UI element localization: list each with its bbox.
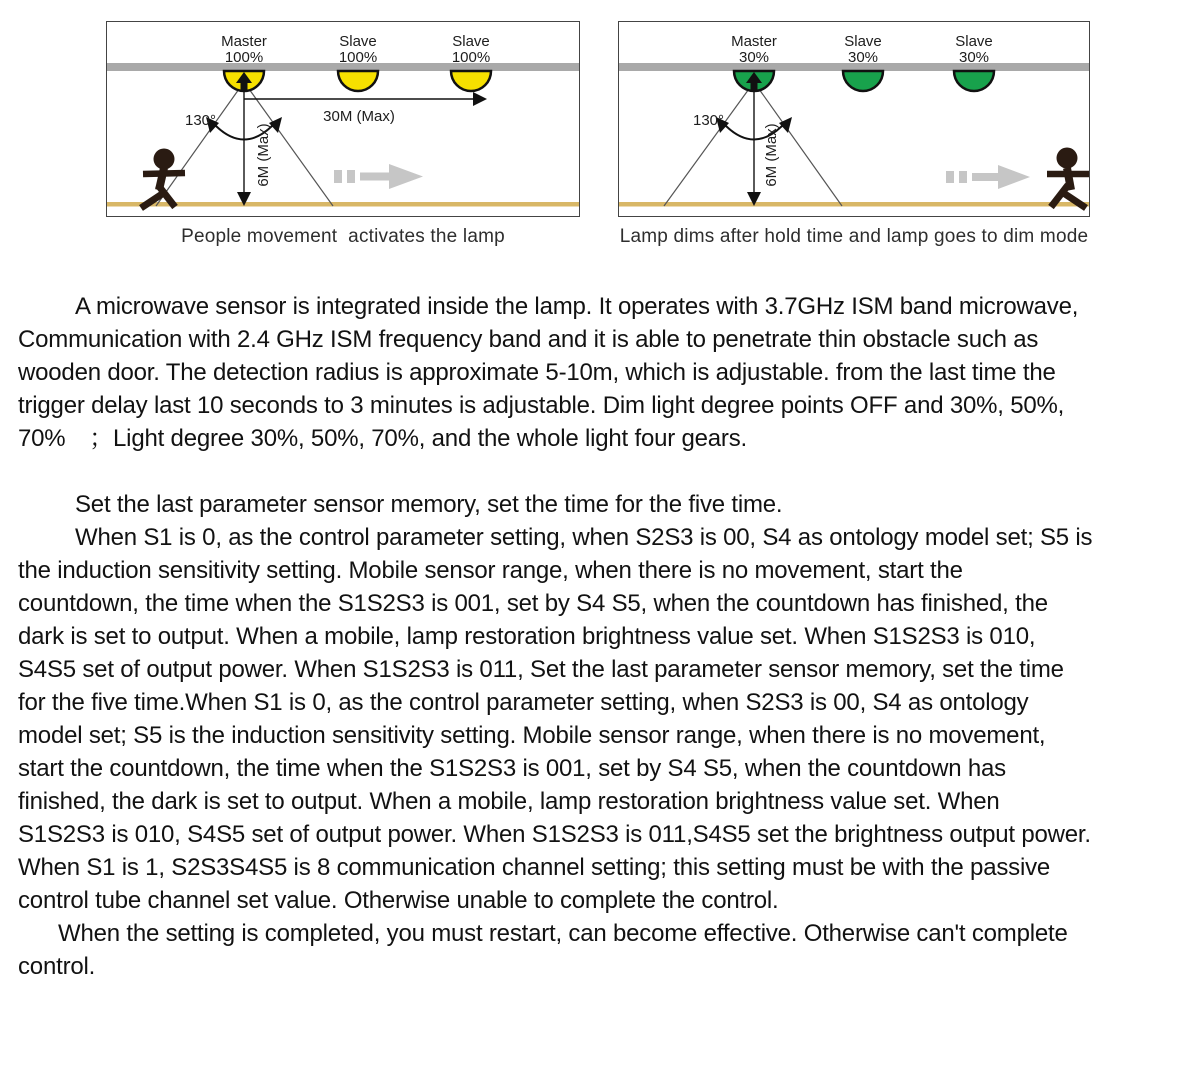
angle-label: 130° (185, 112, 217, 129)
body-line: trigger delay last 10 seconds to 3 minutes is adjustable. Dim light degree points OFF and 30%, 50%, (18, 392, 1065, 419)
paragraph-2 (18, 488, 1196, 521)
slave1-label: Slave (339, 33, 377, 50)
up-arrow-stem (751, 82, 758, 90)
body-line: control tube channel set value. Otherwise unable to complete the control. (18, 887, 779, 914)
cone-line-left (664, 82, 754, 206)
distance-label: 30M (Max) (323, 108, 395, 125)
body-line: Communication with 2.4 GHz ISM frequency band and it is able to penetrate thin obstacle such as (18, 326, 1039, 353)
height-label: 6M (Max) (763, 123, 780, 187)
slave2-label: Slave (955, 33, 993, 50)
slave2-level: 100% (451, 49, 491, 66)
figure-right-caption: Lamp dims after hold time and lamp goes to dim mode (619, 226, 1089, 247)
slave1-label: Slave (844, 33, 882, 50)
body-line: When S1 is 1, S2S3S4S5 is 8 communication channel setting; this setting must be with the passive (18, 854, 1051, 881)
figure-dim-mode-drawing (619, 22, 1089, 216)
movement-arrow-icon (334, 164, 423, 189)
body-line: wooden door. The detection radius is approximate 5-10m, which is adjustable. from the last time the (18, 359, 1056, 386)
paragraph-1 (18, 290, 1196, 455)
paragraph-3 (18, 521, 1196, 917)
body-line: countdown, the time when the S1S2S3 is 001, set by S4 S5, when the countdown has finished, the (18, 590, 1048, 617)
master-label: Master (221, 33, 267, 50)
slave-lamp-icon (451, 71, 491, 91)
movement-arrow-icon (946, 165, 1030, 189)
body-line: dark is set to output. When a mobile, lamp restoration brightness value set. When S1S2S3 is 010, (18, 623, 1036, 650)
master-level: 100% (224, 49, 264, 66)
body-line: When the setting is completed, you must restart, can become effective. Otherwise can't complete (58, 920, 1068, 947)
figure-people-activate (106, 21, 580, 217)
body-line: the induction sensitivity setting. Mobile sensor range, when there is no movement, start the (18, 557, 963, 584)
body-line: 70% ；Light degree 30%, 50%, 70%, and the whole light four gears. (18, 425, 747, 452)
angle-label: 130° (693, 112, 725, 129)
master-label: Master (731, 33, 777, 50)
figure-dim-mode (618, 21, 1090, 217)
figure-people-activate-drawing (107, 22, 579, 216)
body-line: When S1 is 0, as the control parameter setting, when S2S3 is 00, S4 as ontology model set; S5 is (75, 524, 1093, 551)
slave2-label: Slave (452, 33, 490, 50)
paragraph-4 (18, 917, 1196, 983)
body-line: A microwave sensor is integrated inside the lamp. It operates with 3.7GHz ISM band microwave, (75, 293, 1079, 320)
body-line: finished, the dark is set to output. When a mobile, lamp restoration brightness value set. When (18, 788, 1000, 815)
figure-left-caption: People movement activates the lamp (181, 226, 505, 247)
body-line: Set the last parameter sensor memory, set the time for the five time. (75, 491, 783, 518)
person-icon (141, 149, 185, 209)
slave-lamp-icon (338, 71, 378, 91)
body-line: for the five time.When S1 is 0, as the control parameter setting, when S2S3 is 00, S4 as ontology (18, 689, 1029, 716)
slave1-level: 100% (338, 49, 378, 66)
right-arrowhead-icon (473, 92, 487, 106)
up-arrow-stem (241, 82, 248, 90)
body-line: S1S2S3 is 010, S4S5 set of output power. When S1S2S3 is 011,S4S5 set the brightness output power. (18, 821, 1091, 848)
body-text (18, 290, 1196, 983)
slave1-level: 30% (847, 49, 879, 66)
floor-line (107, 202, 579, 207)
floor-line (619, 202, 1089, 207)
slave2-level: 30% (958, 49, 990, 66)
body-line: control. (18, 953, 96, 980)
height-label: 6M (Max) (255, 123, 272, 187)
body-line: S4S5 set of output power. When S1S2S3 is 011, Set the last parameter sensor memory, set the time (18, 656, 1064, 683)
body-line: start the countdown, the time when the S1S2S3 is 001, set by S4 S5, when the countdown has (18, 755, 1006, 782)
slave-lamp-icon (954, 71, 994, 91)
person-icon (1047, 148, 1089, 209)
body-line: model set; S5 is the induction sensitivity setting. Mobile sensor range, when there is no movement, (18, 722, 1046, 749)
slave-lamp-icon (843, 71, 883, 91)
master-level: 30% (738, 49, 770, 66)
cone-line-left (156, 82, 244, 206)
